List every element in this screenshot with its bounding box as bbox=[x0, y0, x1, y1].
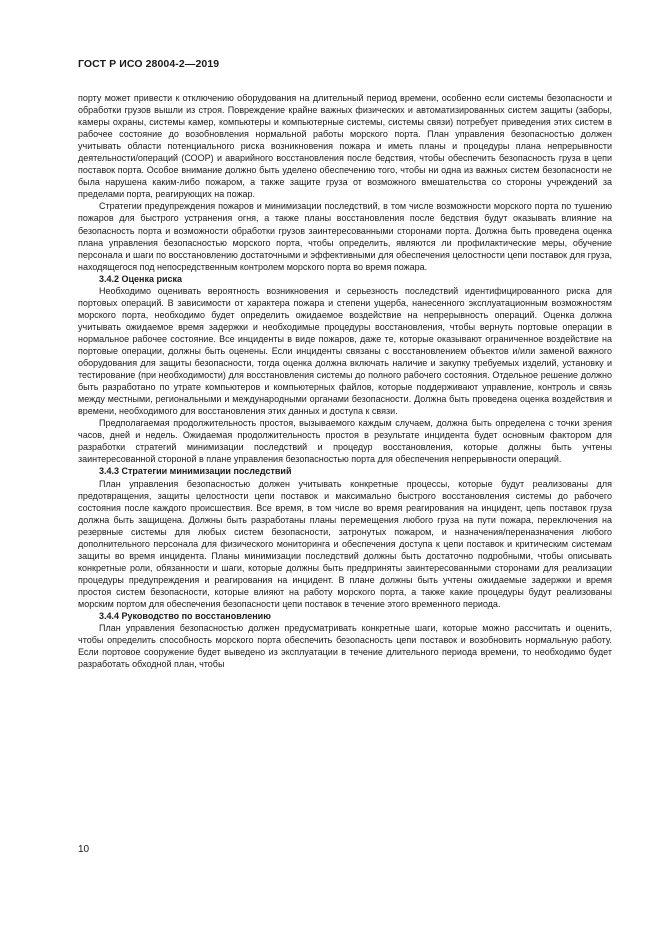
paragraph: Предполагаемая продолжительность простоя, вызываемого каждым случаем, должна быть определена с точки зрения часов, дней и недель. Ожидаемая продолжительность простоя в результате инцидента будет основным фактором для разработки стратегий минимизации последствий и процедур восстановления, которые должны быть учтены заинтересованной стороной в плане управления безопасностью порта для обеспечения непрерывности операций. bbox=[78, 418, 612, 465]
document-body bbox=[78, 92, 612, 670]
paragraph: Стратегии предупреждения пожаров и минимизации последствий, в том числе возможности морского порта по тушению пожаров для быстрого устранения огня, а также планы восстановления после бедствия будут оказывать влияние на безопасность порта и возможности обработки грузов заинтересованными сторонами порта. Должна быть проведена оценка плана управления безопасностью морского порта, чтобы определить, являются ли профилактические меры, обучение персонала и шаги по восстановлению достаточными и эффективными для обеспечения целостности цепи поставок для груза, находящегося под непосредственным контролем морского порта во время пожара. bbox=[78, 201, 612, 272]
section-heading: 3.4.3 Стратегии минимизации последствий bbox=[99, 466, 292, 477]
document-header: ГОСТ Р ИСО 28004-2—2019 bbox=[78, 58, 220, 70]
section-heading: 3.4.4 Руководство по восстановлению bbox=[99, 611, 271, 622]
section-heading: 3.4.2 Оценка риска bbox=[99, 273, 183, 284]
paragraph: План управления безопасностью должен учитывать конкретные процессы, которые будут реализованы для предотвращения, защиты целостности цепи поставок и максимально быстрого восстановления системы до рабочего состояния после каждого происшествия. Все время, в том числе во время реагирования на инцидент, цепь поставок груза должна быть защищена. Должны быть разработаны планы перемещения любого груза на пути пожара, переключения на резервные системы для любых систем безопасности, затронутых пожаром, и назначения/переназначения любого дополнительного персонала для физического мониторинга и обеспечения доступа к цепи поставок и критическим системам защиты во время инцидента. Планы минимизации последствий должны быть достаточно подробными, чтобы описывать конкретные роли, обязанности и шаги, которые должны быть предприняты заинтересованными сторонами для реализации процедуры предупреждения и реагирования на инцидент. В плане должны быть учтены ожидаемые задержки и время простоя систем безопасности, которые влияют на работу морского порта, а также какие процедуры будут реализованы морским портом для обеспечения безопасности цепи поставок в течение этого временного периода. bbox=[78, 478, 612, 609]
paragraph: Необходимо оценивать вероятность возникновения и серьезность последствий идентифицированного риска для портовых операций. В зависимости от характера пожара и степени ущерба, нанесенного эксплуатационным возможностям морского порта, необходимо будет определить ожидаемое воздействие на непрерывность операций. Оценка должна учитывать ожидаемое время задержки и необходимые процедуры восстановления, чтобы вернуть портовые операции в нормальное рабочее состояние. Все инциденты в виде пожаров, даже те, которые оказывают ограниченное воздействие на портовые операции, должны быть оценены. Если инциденты связаны с восстановлением объектов и/или заменой важного оборудования для защиты безопасности, тогда оценка должна включать наличие и закупку требуемых изделий, установку и тестирование (при необходимости) для восстановления системы до полного рабочего состояния. Отдельное решение должно быть разработано по утрате компьютеров и компьютерных файлов, которые поддерживают управление, контроль и связь между местными, региональными и международными органами безопасности. Должна быть проведена оценка воздействия и времени, необходимого для восстановления этих данных и доступа к связи. bbox=[78, 285, 612, 417]
paragraph: порту может привести к отключению оборудования на длительный период времени, особенно если системы безопасности и обработки грузов вышли из строя. Повреждение крайне важных физических и автоматизированных систем защиты (заборы, камеры охраны, системы камер, компьютеры и компьютерные системы, системы связи) потребует приведения этих систем в рабочее состояние до возобновления нормальной работы морского порта. План управления безопасностью должен учитывать области потенциального риска возникновения пожара и иметь планы и процедуры плана непрерывности деятельности/операций (СООР) и аварийного восстановления после бедствия, чтобы обеспечить безопасность груза в цепи поставок порта. Особое внимание должно быть уделено обеспечению того, чтобы ни одна из важных систем безопасности не была нарушена каким-либо пожаром, а также защите груза от возможного вмешательства со стороны учреждений за пределами порта, реагирующих на пожар. bbox=[78, 93, 612, 200]
paragraph: План управления безопасностью должен предусматривать конкретные шаги, которые можно рассчитать и оценить, чтобы определить способность морского порта обеспечить безопасность цепи поставок и возобновить нормальную работу. Если портовое сооружение будет выведено из эксплуатации в течение длительного периода времени, то необходимо будет разработать обходной план, чтобы bbox=[78, 623, 612, 670]
page-number: 10 bbox=[78, 844, 90, 855]
